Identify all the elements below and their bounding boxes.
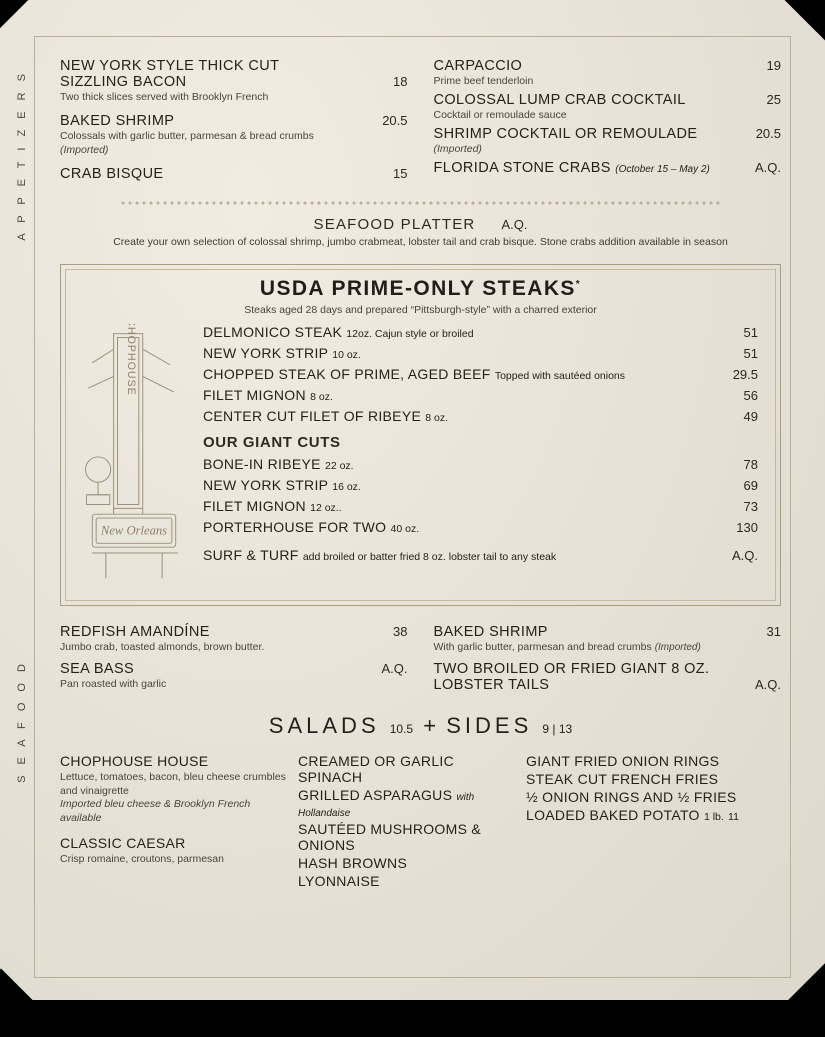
item-name: TWO BROILED OR FRIED GIANT 8 OZ. xyxy=(434,661,710,677)
sign-vertical-text: CHOPHOUSE xyxy=(125,324,137,396)
appetizers-right-column xyxy=(434,58,782,182)
list-item: STEAK CUT FRENCH FRIES xyxy=(526,771,781,787)
list-item: CREAMED OR GARLIC SPINACH xyxy=(298,753,520,785)
sides-column-two xyxy=(526,753,781,891)
item-name: LOADED BAKED POTATO xyxy=(526,807,700,823)
item-price: 18 xyxy=(383,74,407,89)
item-name: SURF & TURF xyxy=(203,547,299,563)
item-name: REDFISH AMANDÍNE xyxy=(60,624,210,640)
item-note: 1 lb. xyxy=(704,811,724,823)
menu-item xyxy=(60,624,408,654)
item-name: FILET MIGNON xyxy=(203,387,306,403)
item-price: 15 xyxy=(383,166,407,181)
item-price: 11 xyxy=(728,811,739,823)
item-price: 31 xyxy=(757,624,781,639)
item-note: (Imported) xyxy=(60,144,408,157)
steak-item xyxy=(203,477,758,493)
list-item: GIANT FRIED ONION RINGS xyxy=(526,753,781,769)
item-price: A.Q. xyxy=(722,548,758,563)
surf-and-turf-item xyxy=(203,547,758,563)
menu-content xyxy=(60,58,781,972)
item-description: Jumbo crab, toasted almonds, brown butter. xyxy=(60,641,408,654)
list-item xyxy=(298,787,520,819)
item-note: 12oz. Cajun style or broiled xyxy=(346,328,473,340)
item-price: 56 xyxy=(734,388,758,403)
item-name: CENTER CUT FILET OF RIBEYE xyxy=(203,408,421,424)
item-name: DELMONICO STEAK xyxy=(203,324,342,340)
menu-item xyxy=(434,126,782,156)
sides-price: 9 | 13 xyxy=(542,722,572,736)
seafood-platter-block xyxy=(60,216,781,248)
item-name: NEW YORK STRIP xyxy=(203,345,328,361)
item-name-line2: LOBSTER TAILS xyxy=(434,677,550,693)
item-price: 19 xyxy=(757,58,781,73)
sign-plaque-text: New Orleans xyxy=(100,524,167,538)
steaks-title xyxy=(75,277,766,301)
item-note: Imported bleu cheese & Brooklyn French available xyxy=(60,798,292,825)
steaks-title-asterisk: * xyxy=(576,279,581,290)
menu-item xyxy=(434,661,782,693)
item-note: add broiled or batter fried 8 oz. lobster tail to any steak xyxy=(303,551,556,563)
item-name: COLOSSAL LUMP CRAB COCKTAIL xyxy=(434,92,686,108)
item-description: Lettuce, tomatoes, bacon, bleu cheese crumbles and vinaigrette xyxy=(60,771,292,798)
item-price: 20.5 xyxy=(372,113,407,128)
seafood-left-column xyxy=(60,624,408,693)
salads-sides-columns xyxy=(60,753,781,891)
item-name: SEA BASS xyxy=(60,661,134,677)
item-name: SHRIMP COCKTAIL OR REMOULADE xyxy=(434,126,698,142)
item-price: A.Q. xyxy=(745,677,781,692)
platter-price: A.Q. xyxy=(501,217,527,232)
menu-item xyxy=(60,661,408,691)
item-season-note: (October 15 – May 2) xyxy=(615,164,709,175)
chophouse-sign-illustration xyxy=(75,324,193,591)
item-name xyxy=(434,160,710,176)
item-name: CARPACCIO xyxy=(434,58,523,74)
item-name: BONE-IN RIBEYE xyxy=(203,456,321,472)
menu-item xyxy=(60,166,408,182)
item-note: 40 oz. xyxy=(391,523,420,535)
item-description: Prime beef tenderloin xyxy=(434,75,782,88)
seafood-section xyxy=(60,624,781,693)
item-description: Pan roasted with garlic xyxy=(60,678,408,691)
salads-price: 10.5 xyxy=(390,722,413,736)
item-name: CHOPPED STEAK OF PRIME, AGED BEEF xyxy=(203,366,491,382)
platter-title-row xyxy=(60,216,781,233)
item-note: 8 oz. xyxy=(425,412,448,424)
steak-item xyxy=(203,498,758,514)
appetizers-section xyxy=(60,58,781,182)
ornamental-divider xyxy=(120,198,721,208)
steaks-list xyxy=(203,324,766,591)
steaks-title-text: USDA PRIME-ONLY STEAKS xyxy=(260,277,576,300)
item-note: 8 oz. xyxy=(310,391,333,403)
menu-item xyxy=(434,92,782,122)
appetizers-left-column xyxy=(60,58,408,182)
steak-item xyxy=(203,408,758,424)
item-description: With garlic butter, parmesan and bread crumbs xyxy=(434,641,652,653)
menu-item xyxy=(434,58,782,88)
menu-item xyxy=(434,160,782,176)
item-description: Two thick slices served with Brooklyn French xyxy=(60,91,408,104)
item-price: A.Q. xyxy=(745,160,781,175)
item-description: Cocktail or remoulade sauce xyxy=(434,109,782,122)
item-name: GRILLED ASPARAGUS xyxy=(298,787,452,803)
steak-item xyxy=(203,456,758,472)
item-price: A.Q. xyxy=(371,661,407,676)
item-note: 16 oz. xyxy=(332,481,361,493)
item-note: 10 oz. xyxy=(332,349,361,361)
item-price: 20.5 xyxy=(746,126,781,141)
item-price: 49 xyxy=(734,409,758,424)
item-name-text: FLORIDA STONE CRABS xyxy=(434,160,611,176)
item-note: Topped with sautéed onions xyxy=(495,370,625,382)
sides-column-one xyxy=(298,753,520,891)
item-name: CLASSIC CAESAR xyxy=(60,835,292,851)
item-name: PORTERHOUSE FOR TWO xyxy=(203,519,386,535)
item-note: (Imported) xyxy=(655,642,701,653)
item-price: 29.5 xyxy=(723,367,758,382)
item-description: Crisp romaine, croutons, parmesan xyxy=(60,853,292,867)
salads-word: SALADS xyxy=(269,713,380,738)
item-price: 38 xyxy=(383,624,407,639)
salads-sides-heading xyxy=(60,713,781,739)
steak-item xyxy=(203,324,758,340)
steaks-body xyxy=(75,324,766,591)
item-name: CHOPHOUSE HOUSE xyxy=(60,753,292,769)
menu-item xyxy=(60,113,408,157)
plus-symbol: + xyxy=(423,713,436,738)
item-price: 73 xyxy=(734,499,758,514)
steak-item xyxy=(203,387,758,403)
item-note: (Imported) xyxy=(434,143,782,156)
section-label-seafood: S E A F O O D xyxy=(16,660,28,783)
list-item: HASH BROWNS xyxy=(298,855,520,871)
giant-cuts-heading: OUR GIANT CUTS xyxy=(203,434,758,451)
item-name: NEW YORK STYLE THICK CUT xyxy=(60,58,279,74)
item-price: 51 xyxy=(734,346,758,361)
list-item xyxy=(60,835,292,867)
list-item: SAUTÉED MUSHROOMS & ONIONS xyxy=(298,821,520,853)
menu-item xyxy=(60,58,408,104)
item-price: 130 xyxy=(726,520,758,535)
salads-column xyxy=(60,753,292,891)
platter-title: SEAFOOD PLATTER xyxy=(314,216,476,233)
item-note: 12 oz.. xyxy=(310,502,342,514)
item-name-line2: SIZZLING BACON xyxy=(60,74,186,90)
item-price: 78 xyxy=(734,457,758,472)
seafood-right-column xyxy=(434,624,782,693)
item-note: 22 oz. xyxy=(325,460,354,472)
list-item xyxy=(526,807,781,823)
list-item: ½ ONION RINGS AND ½ FRIES xyxy=(526,789,781,805)
steak-item xyxy=(203,519,758,535)
item-name: BAKED SHRIMP xyxy=(434,624,548,640)
item-description: Colossals with garlic butter, parmesan & bread crumbs xyxy=(60,130,408,143)
steaks-subtitle: Steaks aged 28 days and prepared “Pittsburgh-style” with a charred exterior xyxy=(75,304,766,316)
section-label-appetizers: A P P E T I Z E R S xyxy=(16,70,28,241)
steak-item xyxy=(203,345,758,361)
list-item: LYONNAISE xyxy=(298,873,520,889)
platter-description: Create your own selection of colossal shrimp, jumbo crabmeat, lobster tail and crab bisque. Stone crabs addition available in season xyxy=(60,236,781,248)
item-name: NEW YORK STRIP xyxy=(203,477,328,493)
item-name: FILET MIGNON xyxy=(203,498,306,514)
item-price: 25 xyxy=(757,92,781,107)
item-name: CRAB BISQUE xyxy=(60,166,164,182)
prime-steaks-box xyxy=(60,264,781,606)
menu-item xyxy=(434,624,782,655)
item-price: 51 xyxy=(734,325,758,340)
item-name: BAKED SHRIMP xyxy=(60,113,174,129)
steak-item xyxy=(203,366,758,382)
item-price: 69 xyxy=(734,478,758,493)
sides-word: SIDES xyxy=(446,713,532,738)
list-item xyxy=(60,753,292,826)
item-note: with Hollandaise xyxy=(298,792,474,819)
